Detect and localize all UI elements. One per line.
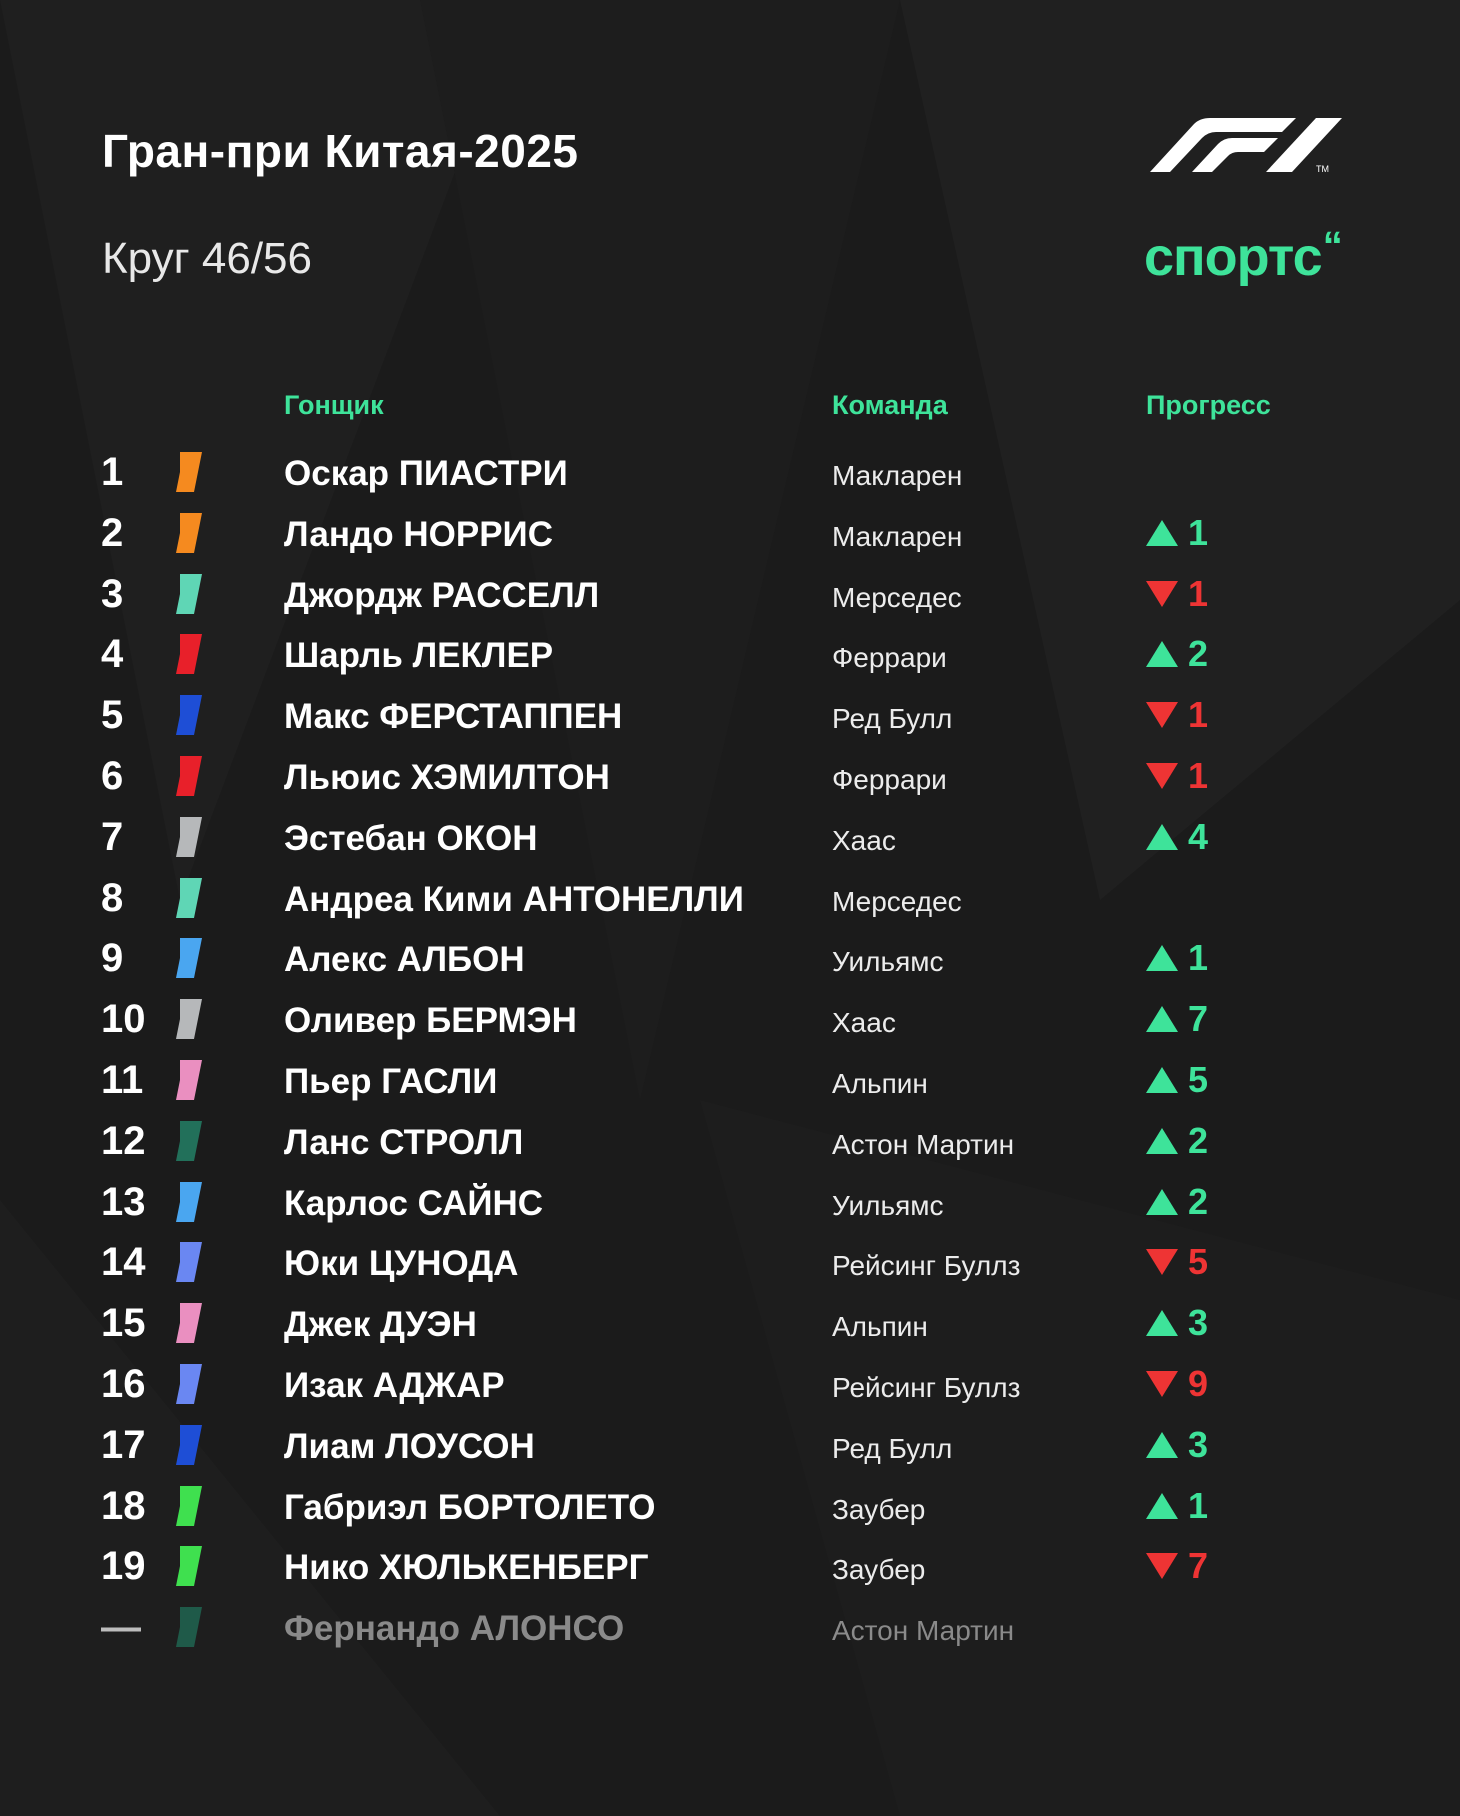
sport-logo: спортс“ [1144, 224, 1342, 287]
standings-row [0, 1482, 1460, 1542]
standings-row [0, 1117, 1460, 1177]
position-number: 4 [101, 632, 124, 677]
progress-value: 1 [1188, 937, 1209, 979]
progress-indicator [1146, 572, 1208, 616]
standings-row [0, 1178, 1460, 1238]
standings-row [0, 874, 1460, 934]
position-number: 13 [101, 1179, 146, 1224]
standings-row [0, 752, 1460, 812]
progress-value: 1 [1188, 511, 1209, 553]
progress-indicator [1146, 511, 1208, 555]
position-number: 17 [101, 1422, 146, 1467]
team-color-marker [176, 452, 202, 492]
position-number: 8 [101, 875, 124, 920]
position-number: 11 [101, 1058, 144, 1102]
position-number: 12 [101, 1118, 146, 1163]
progress-indicator [1146, 815, 1208, 859]
driver-name: Нико ХЮЛЬКЕНБЕРГ [284, 1548, 649, 1588]
standings-row [0, 1238, 1460, 1298]
team-name: Феррари [832, 642, 947, 674]
team-color-marker [176, 1425, 202, 1465]
progress-value: 1 [1188, 1484, 1209, 1526]
arrow-up-icon [1146, 945, 1178, 971]
driver-name: Эстебан ОКОН [284, 818, 538, 858]
team-color-marker [176, 817, 202, 857]
team-color-marker [176, 1364, 202, 1404]
column-header-driver: Гонщик [284, 390, 384, 420]
svg-text:TM: TM [1316, 164, 1329, 174]
team-color-marker [176, 634, 202, 674]
team-name: Рейсинг Буллз [832, 1372, 1021, 1403]
progress-value: 3 [1188, 1302, 1209, 1344]
team-color-marker [176, 1182, 202, 1222]
team-color-marker [176, 695, 202, 735]
progress-indicator [1146, 1180, 1208, 1224]
team-name: Мерседес [832, 581, 962, 613]
standings-row [0, 630, 1460, 690]
standings-row [0, 691, 1460, 751]
arrow-down-icon [1146, 581, 1178, 607]
position-number: 16 [101, 1362, 146, 1406]
driver-name: Джордж РАССЕЛЛ [284, 575, 600, 615]
arrow-down-icon [1146, 1553, 1178, 1579]
progress-indicator [1146, 693, 1208, 737]
team-color-marker [176, 513, 202, 553]
position-number: 15 [101, 1301, 146, 1346]
progress-indicator [1146, 936, 1208, 980]
progress-indicator [1146, 1484, 1208, 1528]
arrow-down-icon [1146, 763, 1178, 789]
driver-name: Габриэл БОРТОЛЕТО [284, 1487, 656, 1527]
standings-row [0, 570, 1460, 630]
arrow-up-icon [1146, 1189, 1178, 1215]
driver-name: Лиам ЛОУСОН [284, 1426, 535, 1466]
standings-row [0, 1542, 1460, 1602]
progress-value: 1 [1188, 572, 1209, 614]
driver-name: Андреа Кими АНТОНЕЛЛИ [284, 879, 744, 919]
team-color-marker [176, 1242, 202, 1282]
team-name: Макларен [832, 460, 963, 491]
progress-indicator [1146, 1423, 1208, 1467]
driver-name: Оскар ПИАСТРИ [284, 454, 568, 493]
driver-name: Джек ДУЭН [284, 1305, 477, 1345]
driver-name: Льюис ХЭМИЛТОН [284, 758, 610, 797]
progress-indicator [1146, 1362, 1208, 1406]
driver-name: Карлос САЙНС [284, 1183, 544, 1223]
progress-indicator [1146, 632, 1208, 676]
team-color-marker [176, 1303, 202, 1343]
driver-name: Изак АДЖАР [284, 1366, 505, 1405]
progress-value: 9 [1188, 1363, 1209, 1404]
team-name: Ред Булл [832, 1432, 953, 1464]
team-name: Уильямс [832, 1189, 944, 1221]
position-number: 10 [101, 997, 146, 1042]
driver-name: Оливер БЕРМЭН [284, 1001, 577, 1041]
team-name: Астон Мартин [832, 1128, 1015, 1160]
team-color-marker [176, 1607, 202, 1647]
column-header-team: Команда [832, 390, 948, 420]
team-color-marker [176, 938, 202, 978]
arrow-down-icon [1146, 1249, 1178, 1275]
position-number: 6 [101, 754, 124, 798]
driver-name: Макс ФЕРСТАППЕН [284, 697, 623, 737]
progress-indicator [1146, 997, 1208, 1041]
team-name: Мерседес [832, 885, 962, 917]
arrow-down-icon [1146, 702, 1178, 728]
standings-row [0, 1360, 1460, 1420]
progress-indicator [1146, 754, 1208, 798]
team-color-marker [176, 1546, 202, 1586]
position-number: 9 [101, 936, 124, 981]
driver-name: Пьер ГАСЛИ [284, 1062, 498, 1101]
position-number: 14 [101, 1240, 146, 1285]
team-name: Макларен [832, 520, 963, 552]
standings-row [0, 1056, 1460, 1116]
position-number: 7 [101, 814, 124, 859]
progress-value: 2 [1188, 1180, 1209, 1222]
team-color-marker [176, 756, 202, 796]
team-name: Феррари [832, 764, 947, 795]
standings-row [0, 509, 1460, 569]
progress-indicator [1146, 1058, 1208, 1102]
position-number: — [101, 1605, 141, 1650]
team-color-marker [176, 999, 202, 1039]
team-color-marker [176, 574, 202, 614]
standings-row [0, 448, 1460, 508]
progress-value: 5 [1188, 1241, 1209, 1283]
progress-value: 5 [1188, 1059, 1209, 1100]
position-number: 2 [101, 510, 124, 555]
progress-value: 7 [1188, 998, 1209, 1040]
driver-name: Шарль ЛЕКЛЕР [284, 636, 554, 676]
position-number: 1 [101, 450, 124, 494]
position-number: 5 [101, 693, 124, 738]
team-name: Заубер [832, 1554, 926, 1586]
team-name: Хаас [832, 824, 896, 856]
team-color-marker [176, 878, 202, 918]
standings-row [0, 934, 1460, 994]
team-name: Альпин [832, 1068, 928, 1099]
progress-value: 7 [1188, 1545, 1209, 1587]
team-name: Хаас [832, 1007, 896, 1039]
arrow-up-icon [1146, 641, 1178, 667]
team-name: Рейсинг Буллз [832, 1250, 1021, 1282]
progress-value: 2 [1188, 633, 1209, 675]
arrow-up-icon [1146, 1006, 1178, 1032]
driver-name: Юки ЦУНОДА [284, 1244, 519, 1284]
team-name: Астон Мартин [832, 1615, 1015, 1647]
arrow-down-icon [1146, 1371, 1178, 1397]
team-color-marker [176, 1060, 202, 1100]
progress-value: 2 [1188, 1119, 1209, 1161]
arrow-up-icon [1146, 1128, 1178, 1154]
arrow-up-icon [1146, 1310, 1178, 1336]
standings-row [0, 1603, 1460, 1663]
progress-indicator [1146, 1119, 1208, 1163]
team-color-marker [176, 1121, 202, 1161]
driver-name: Ланс СТРОЛЛ [284, 1122, 524, 1162]
column-header-progress: Прогресс [1146, 390, 1271, 420]
f1-logo [1146, 118, 1356, 179]
team-color-marker [176, 1486, 202, 1526]
progress-value: 1 [1188, 694, 1209, 736]
progress-indicator [1146, 1544, 1208, 1588]
position-number: 19 [101, 1544, 146, 1589]
arrow-up-icon [1146, 520, 1178, 546]
team-name: Заубер [832, 1493, 926, 1525]
team-name: Уильямс [832, 946, 944, 978]
standings-row [0, 813, 1460, 873]
team-name: Альпин [832, 1311, 928, 1343]
progress-indicator [1146, 1240, 1208, 1284]
arrow-up-icon [1146, 1493, 1178, 1519]
driver-name: Алекс АЛБОН [284, 940, 525, 980]
arrow-up-icon [1146, 1067, 1178, 1093]
arrow-up-icon [1146, 824, 1178, 850]
standings-row [0, 1299, 1460, 1359]
driver-name: Ландо НОРРИС [284, 514, 553, 554]
driver-name: Фернандо АЛОНСО [284, 1609, 625, 1649]
progress-indicator [1146, 1301, 1208, 1345]
lap-counter: Круг 46/56 [102, 234, 312, 283]
position-number: 18 [101, 1483, 146, 1528]
standings-row [0, 1421, 1460, 1481]
position-number: 3 [101, 571, 124, 616]
progress-value: 3 [1188, 1423, 1209, 1465]
page-title: Гран-при Китая-2025 [102, 125, 579, 177]
arrow-up-icon [1146, 1432, 1178, 1458]
team-name: Ред Булл [832, 703, 953, 735]
standings-row [0, 995, 1460, 1055]
progress-value: 4 [1188, 815, 1209, 857]
progress-value: 1 [1188, 755, 1209, 796]
